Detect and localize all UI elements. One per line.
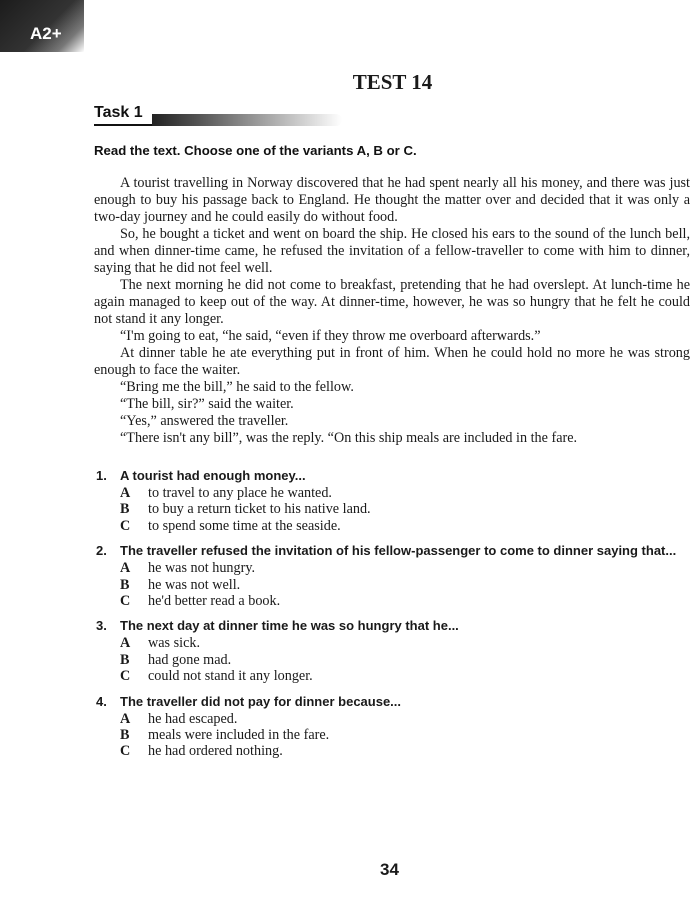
task-header <box>94 104 344 128</box>
option-letter: C <box>120 593 131 610</box>
question-3 <box>96 618 690 684</box>
passage-paragraph: “The bill, sir?” said the waiter. <box>120 396 294 412</box>
passage-paragraph: The next morning he did not come to breakfast, pretending that he had overslept. At lunch-time he again managed to keep out of the way. At dinner-time, however, he was so hungry that he felt he could not stand it any longer. <box>94 277 690 327</box>
task-decorative-bar <box>152 114 342 126</box>
question-1 <box>96 468 690 534</box>
level-corner-tab <box>0 0 84 52</box>
passage-paragraph: “There isn't any bill”, was the reply. “On this ship meals are included in the fare. <box>120 430 578 446</box>
option-letter: C <box>120 517 131 534</box>
question-text: A tourist had enough money... <box>120 468 306 483</box>
option-c <box>120 518 690 534</box>
question-list <box>96 468 690 769</box>
option-b <box>120 727 690 743</box>
passage-paragraph: “Yes,” answered the traveller. <box>120 413 289 429</box>
option-letter: A <box>120 710 131 727</box>
option-list <box>120 711 690 760</box>
option-letter: A <box>120 485 131 501</box>
option-b <box>120 501 690 517</box>
option-letter: B <box>120 651 130 668</box>
passage-paragraph: At dinner table he ate everything put in front of him. When he could hold no more he was strong enough to face the waiter. <box>94 345 690 378</box>
option-text: he had escaped. <box>148 710 238 727</box>
option-a <box>120 711 690 727</box>
task-label: Task 1 <box>94 104 143 121</box>
option-text: to spend some time at the seaside. <box>148 517 341 534</box>
task-instruction: Read the text. Choose one of the variants A, B or C. <box>94 143 417 158</box>
question-number: 2. <box>96 543 107 559</box>
passage-paragraph: A tourist travelling in Norway discovered that he had spent nearly all his money, and there was just enough to buy his passage back to England. He thought the matter over and decided that it was only a two-day journey and he could easily do without food. <box>94 175 690 225</box>
task-underline <box>94 124 154 126</box>
question-4 <box>96 694 690 760</box>
test-title: TEST 14 <box>352 70 433 94</box>
option-b <box>120 652 690 668</box>
passage-paragraph: So, he bought a ticket and went on board the ship. He closed his ears to the sound of the lunch bell, and when dinner-time came, he refused the invitation of a fellow-traveller to come with him to dinner, saying that he did not feel well. <box>94 226 690 276</box>
option-letter: A <box>120 560 131 577</box>
option-text: he was not hungry. <box>148 560 256 577</box>
option-letter: A <box>120 635 131 652</box>
passage-paragraph: “I'm going to eat, “he said, “even if they throw me overboard afterwards.” <box>120 328 541 344</box>
passage-paragraph: “Bring me the bill,” he said to the fellow. <box>120 379 354 395</box>
option-text: he'd better read a book. <box>148 593 281 610</box>
option-text: was sick. <box>148 635 201 652</box>
option-text: meals were included in the fare. <box>148 727 330 744</box>
level-badge: A2+ <box>30 24 62 43</box>
option-text: to travel to any place he wanted. <box>148 485 332 501</box>
option-letter: B <box>120 501 130 518</box>
option-c <box>120 668 690 684</box>
option-text: he was not well. <box>148 576 241 593</box>
option-letter: C <box>120 668 131 685</box>
option-letter: B <box>120 727 130 744</box>
option-c <box>120 743 690 759</box>
option-a <box>120 560 690 576</box>
question-number: 4. <box>96 693 107 709</box>
question-2 <box>96 543 690 609</box>
option-letter: C <box>120 743 131 760</box>
option-c <box>120 593 690 609</box>
option-a <box>120 485 690 501</box>
page-number: 34 <box>380 860 399 879</box>
option-text: he had ordered nothing. <box>148 743 283 760</box>
question-number: 1. <box>96 468 107 483</box>
option-list <box>120 635 690 684</box>
option-text: to buy a return ticket to his native land. <box>148 501 371 518</box>
question-text: The traveller refused the invitation of his fellow-passenger to come to dinner saying that... <box>120 543 677 559</box>
option-letter: B <box>120 576 130 593</box>
option-list <box>120 560 690 609</box>
reading-passage <box>94 175 690 447</box>
option-b <box>120 577 690 593</box>
question-text: The traveller did not pay for dinner because... <box>120 693 402 709</box>
option-list <box>120 485 690 534</box>
option-text: had gone mad. <box>148 651 232 668</box>
question-text: The next day at dinner time he was so hungry that he... <box>120 618 459 634</box>
option-text: could not stand it any longer. <box>148 668 313 685</box>
question-number: 3. <box>96 618 107 634</box>
option-a <box>120 635 690 651</box>
